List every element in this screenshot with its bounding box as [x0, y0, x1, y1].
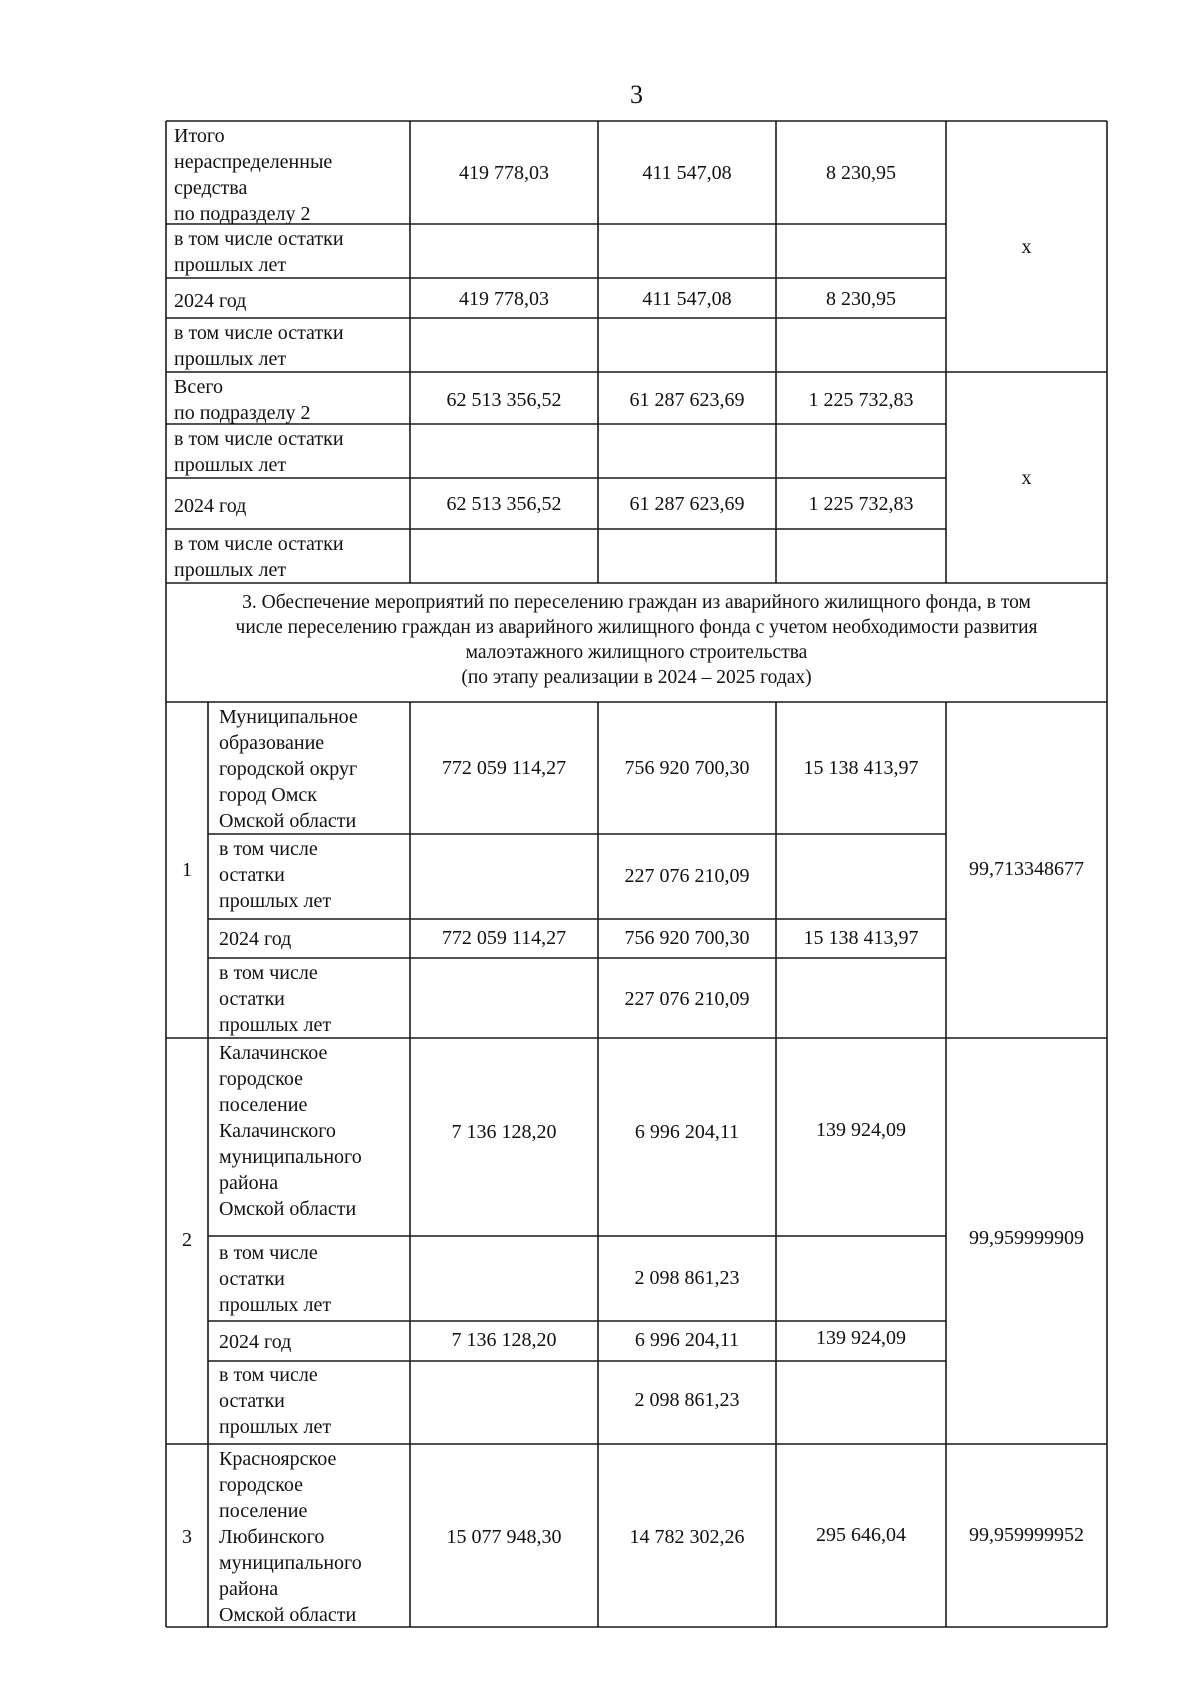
cell-fund: 756 920 700,30 — [624, 757, 750, 779]
row-label: Итого нераспределенные средства по подразделу 2 — [174, 125, 333, 225]
cell-total: 62 513 356,52 — [446, 493, 562, 515]
cell-total: 15 077 948,30 — [446, 1526, 562, 1548]
row-label: 2024 год — [174, 290, 247, 312]
row-label: 2024 год — [219, 1331, 292, 1353]
row-label: 2024 год — [174, 495, 247, 517]
cell-budget: 139 924,09 — [816, 1327, 906, 1349]
cell-budget: 8 230,95 — [826, 288, 896, 310]
cell-total: 7 136 128,20 — [451, 1121, 557, 1143]
row-number: 2 — [182, 1229, 192, 1251]
row-label: 2024 год — [219, 928, 292, 950]
cell-fund: 227 076 210,09 — [624, 988, 750, 1010]
row-label: в том числе остатки прошлых лет — [174, 428, 344, 476]
row-label: в том числе остатки прошлых лет — [219, 1364, 332, 1438]
cell-budget: 8 230,95 — [826, 162, 896, 184]
cell-fund: 61 287 623,69 — [629, 389, 745, 411]
cell-fund: 756 920 700,30 — [624, 927, 750, 949]
row-label: Красноярское городское поселение Любинского муниципального района Омской области — [219, 1448, 362, 1626]
cell-budget: 15 138 413,97 — [803, 757, 919, 779]
row-label: в том числе остатки прошлых лет — [174, 228, 344, 276]
row-label: Муниципальное образование городской округ город Омск Омской области — [219, 706, 358, 832]
cell-fund: 2 098 861,23 — [634, 1389, 740, 1411]
cell-budget: 139 924,09 — [816, 1119, 906, 1141]
cell-budget: 295 646,04 — [816, 1524, 906, 1546]
cell-total: 62 513 356,52 — [446, 389, 562, 411]
cell-total: 7 136 128,20 — [451, 1329, 557, 1351]
cell-percent: 99,713348677 — [969, 858, 1084, 880]
row-label: в том числе остатки прошлых лет — [219, 962, 332, 1036]
section-3-heading: 3. Обеспечение мероприятий по переселению граждан из аварийного жилищного фонда, в том числе переселению граждан из аварийного жилищного фонда с учетом необходимости развития малоэтажного жилищного строительства (по этапу реализации в 2024 – 2025 годах) — [235, 592, 1038, 688]
cell-percent: x — [1021, 236, 1032, 258]
cell-fund: 61 287 623,69 — [629, 493, 745, 515]
cell-fund: 411 547,08 — [642, 288, 732, 310]
row-label: Всего по подразделу 2 — [174, 376, 311, 424]
cell-total: 772 059 114,27 — [441, 757, 567, 779]
cell-total: 772 059 114,27 — [441, 927, 567, 949]
page-number: 3 — [630, 80, 643, 109]
row-number: 3 — [182, 1526, 192, 1548]
cell-budget: 15 138 413,97 — [803, 927, 919, 949]
row-label: в том числе остатки прошлых лет — [174, 322, 344, 370]
cell-percent: 99,959999952 — [969, 1524, 1084, 1546]
cell-fund: 2 098 861,23 — [634, 1267, 740, 1289]
cell-fund: 6 996 204,11 — [634, 1329, 740, 1351]
cell-total: 419 778,03 — [459, 288, 549, 310]
cell-fund: 6 996 204,11 — [634, 1121, 740, 1143]
cell-fund: 411 547,08 — [642, 162, 732, 184]
cell-fund: 14 782 302,26 — [629, 1526, 745, 1548]
cell-percent: 99,959999909 — [969, 1227, 1084, 1249]
cell-total: 419 778,03 — [459, 162, 549, 184]
row-label: в том числе остатки прошлых лет — [174, 533, 344, 581]
row-label: в том числе остатки прошлых лет — [219, 838, 332, 912]
row-number: 1 — [182, 859, 192, 881]
cell-percent: x — [1021, 467, 1032, 489]
cell-fund: 227 076 210,09 — [624, 865, 750, 887]
row-label: Калачинское городское поселение Калачинского муниципального района Омской области — [219, 1042, 362, 1220]
cell-budget: 1 225 732,83 — [808, 493, 914, 515]
row-label: в том числе остатки прошлых лет — [219, 1242, 332, 1316]
cell-budget: 1 225 732,83 — [808, 389, 914, 411]
